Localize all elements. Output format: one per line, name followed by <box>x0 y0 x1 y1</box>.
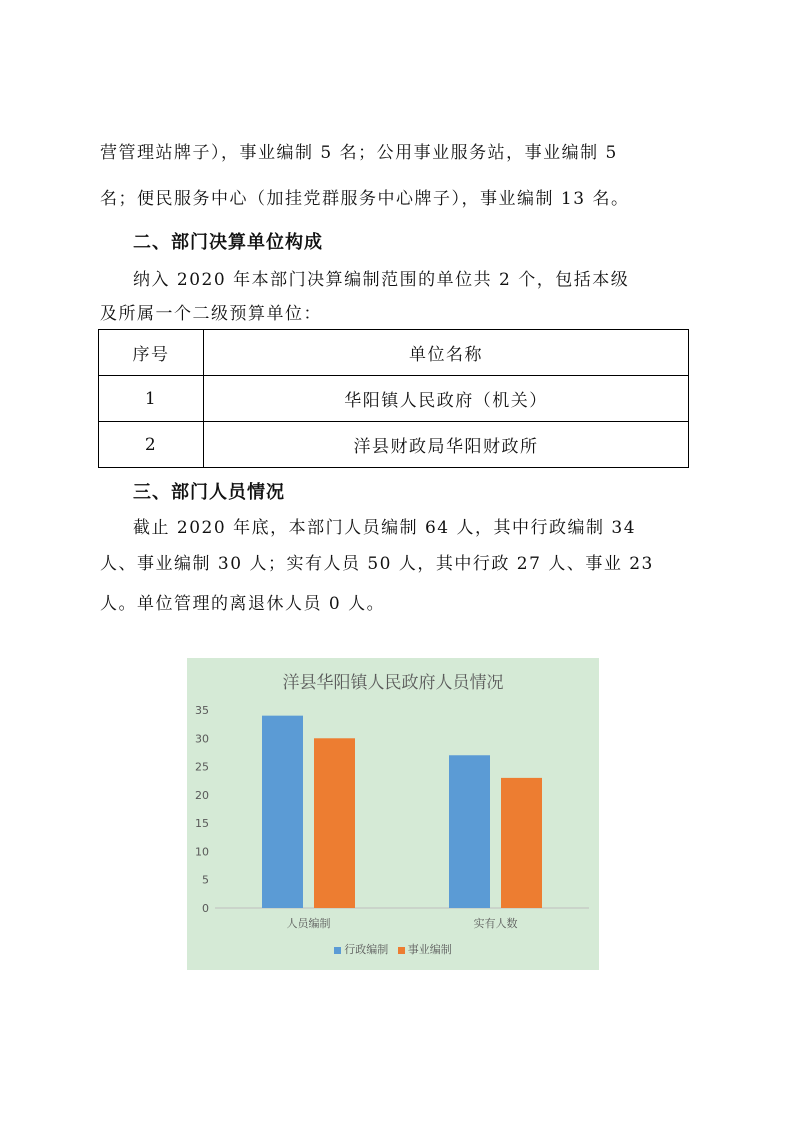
legend-item <box>334 943 388 956</box>
bar-2-1 <box>314 738 355 908</box>
bar-1-1 <box>262 716 303 908</box>
y-tick-label: 15 <box>195 817 209 831</box>
table-cell: 洋县财政局华阳财政所 <box>204 422 689 468</box>
paragraph-line: 人、事业编制 30 人；实有人员 50 人，其中行政 27 人、事业 23 <box>100 554 654 574</box>
y-tick-label: 20 <box>195 788 209 802</box>
y-tick-label: 10 <box>195 845 209 859</box>
table-row <box>99 422 689 468</box>
legend-item <box>398 943 452 956</box>
table-header-cell: 序号 <box>99 330 204 376</box>
paragraph-line: 人。单位管理的离退休人员 0 人。 <box>100 594 386 614</box>
y-tick-label: 5 <box>202 873 209 887</box>
table-header-cell: 单位名称 <box>204 330 689 376</box>
section-heading-2: 二、部门决算单位构成 <box>133 232 323 253</box>
x-tick-label: 实有人数 <box>473 917 518 930</box>
paragraph-line: 截止 2020 年底，本部门人员编制 64 人，其中行政编制 34 <box>133 518 637 538</box>
x-tick-label: 人员编制 <box>286 917 331 930</box>
legend-swatch-series1 <box>334 947 341 954</box>
y-tick-label: 25 <box>195 760 209 774</box>
table-header-row <box>99 330 689 376</box>
chart-plot <box>187 658 599 970</box>
legend-label: 行政编制 <box>344 943 389 956</box>
paragraph-line: 纳入 2020 年本部门决算编制范围的单位共 2 个，包括本级 <box>133 270 630 290</box>
y-tick-label: 35 <box>195 704 209 717</box>
y-tick-label: 30 <box>195 732 209 746</box>
chart <box>187 658 599 970</box>
section-heading-3: 三、部门人员情况 <box>133 482 285 503</box>
chart-title: 洋县华阳镇人民政府人员情况 <box>282 673 504 693</box>
table-row <box>99 376 689 422</box>
bar-2-2 <box>501 778 542 908</box>
legend-swatch-series2 <box>398 947 405 954</box>
unit-table <box>98 329 689 468</box>
legend-label: 事业编制 <box>407 943 452 956</box>
paragraph-line: 营管理站牌子），事业编制 5 名；公用事业服务站，事业编制 5 <box>100 143 618 163</box>
table-cell: 1 <box>99 376 204 422</box>
paragraph-line: 名；便民服务中心（加挂党群服务中心牌子），事业编制 13 名。 <box>100 189 630 209</box>
table-cell: 华阳镇人民政府（机关） <box>204 376 689 422</box>
table-cell: 2 <box>99 422 204 468</box>
paragraph-line: 及所属一个二级预算单位： <box>100 304 322 324</box>
chart-legend <box>187 941 599 957</box>
y-tick-label: 0 <box>202 902 209 915</box>
bar-1-2 <box>449 755 490 908</box>
